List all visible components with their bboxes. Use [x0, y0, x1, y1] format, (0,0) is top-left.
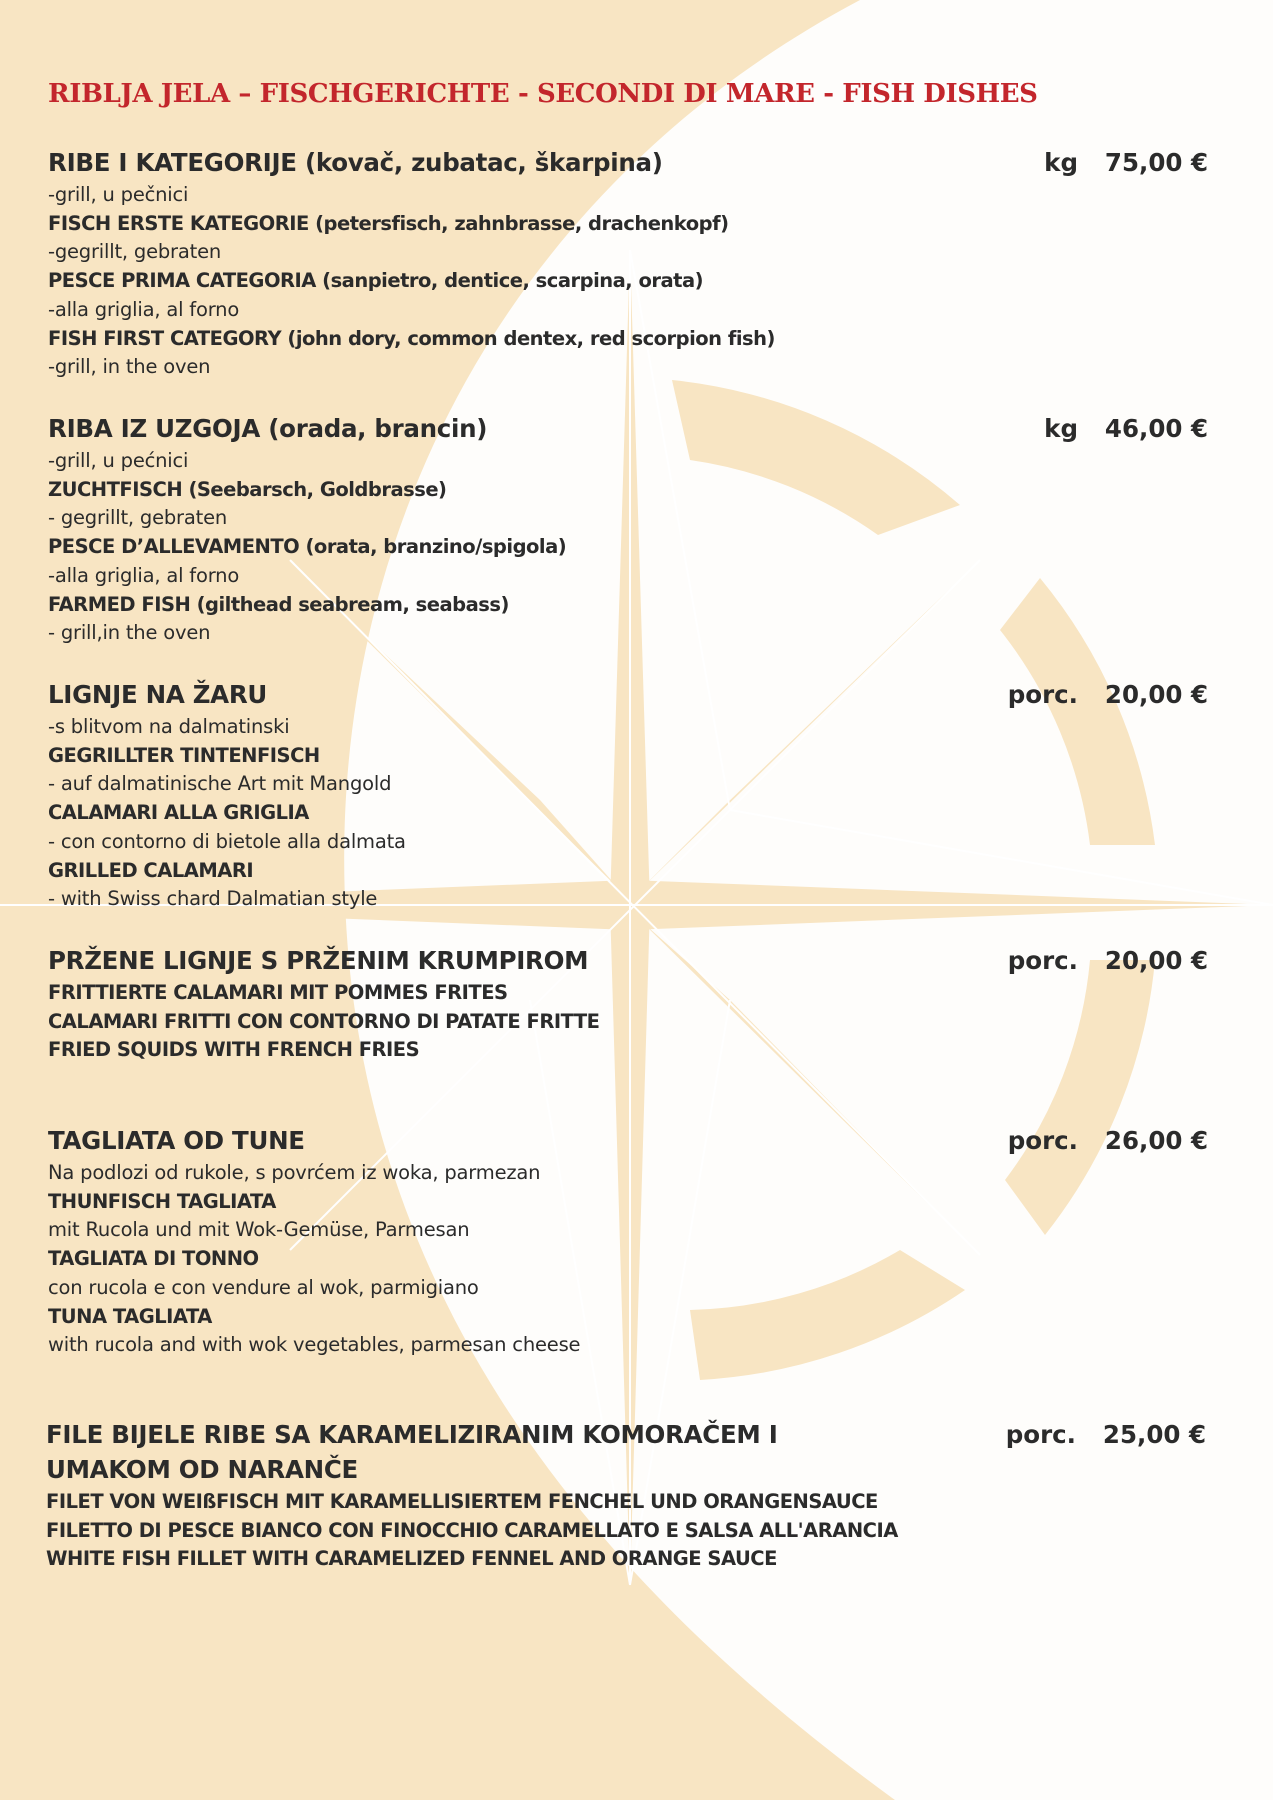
dish-unit: porc.	[1007, 1126, 1078, 1155]
dish-title: PRŽENE LIGNJE S PRŽENIM KRUMPIROM	[48, 946, 589, 975]
dish-description-line: - auf dalmatinische Art mit Mangold	[48, 772, 392, 796]
menu-section-heading: RIBLJA JELA – FISCHGERICHTE - SECONDI DI MARE - FISH DISHES	[48, 79, 1038, 109]
dish-unit: kg	[1044, 414, 1078, 443]
dish-description-line: - with Swiss chard Dalmatian style	[48, 887, 378, 911]
dish-title: TAGLIATA OD TUNE	[48, 1126, 305, 1155]
dish-description-line: -grill, u pečnici	[48, 183, 189, 206]
dish-translation-line: FILETTO DI PESCE BIANCO CON FINOCCHIO CARAMELLATO E SALSA ALL'ARANCIA	[46, 1518, 898, 1542]
dish-translation-line: FISCH ERSTE KATEGORIE (petersfisch, zahnbrasse, drachenkopf)	[48, 211, 729, 235]
dish-price: 20,00 €	[1104, 680, 1208, 709]
dish-translation-line: FRITTIERTE CALAMARI MIT POMMES FRITES	[48, 981, 508, 1004]
dish-description	[48, 447, 1208, 648]
dish-description-line: -grill, in the oven	[48, 355, 211, 379]
dish-translation-line: FILET VON WEIßFISCH MIT KARAMELLISIERTEM FENCHEL UND ORANGENSAUCE	[46, 1490, 878, 1513]
dish-translation-line: TAGLIATA DI TONNO	[48, 1247, 259, 1271]
dish-translation-line: PESCE PRIMA CATEGORIA (sanpietro, dentice, scarpina, orata)	[48, 269, 704, 293]
dish-description	[48, 1159, 1208, 1360]
dish-unit: kg	[1044, 148, 1078, 177]
dish-item	[48, 677, 1208, 914]
dish-description-line: -grill, u pećnici	[48, 449, 189, 472]
dish-description-line: - grill,in the oven	[48, 621, 211, 645]
dish-description	[48, 181, 1208, 382]
dish-translation-line: FRIED SQUIDS WITH FRENCH FRIES	[48, 1038, 420, 1062]
dish-price: 26,00 €	[1104, 1126, 1208, 1155]
dish-price: 20,00 €	[1104, 946, 1208, 975]
dish-translation-line: ZUCHTFISCH (Seebarsch, Goldbrasse)	[48, 477, 447, 501]
dish-description-line: -gegrillt, gebraten	[48, 240, 222, 264]
dish-translation-line: TUNA TAGLIATA	[48, 1304, 212, 1328]
dish-title: LIGNJE NA ŽARU	[48, 680, 268, 709]
dish-title: FILE BIJELE RIBE SA KARAMELIZIRANIM KOMORAČEM I UMAKOM OD NARANČE	[46, 1420, 778, 1484]
dish-item	[46, 1417, 1206, 1574]
dish-unit: porc.	[1005, 1420, 1076, 1449]
dish-description	[48, 713, 1208, 914]
dish-translation-line: FARMED FISH (gilthead seabream, seabass)	[48, 592, 509, 616]
dish-translation-line: PESCE D’ALLEVAMENTO (orata, branzino/spigola)	[48, 535, 567, 559]
dish-translation-line: FISH FIRST CATEGORY (john dory, common dentex, red scorpion fish)	[48, 326, 775, 350]
dish-description	[48, 979, 1208, 1065]
dish-description-line: - gegrillt, gebraten	[48, 506, 228, 530]
dish-item	[48, 1123, 1208, 1360]
dish-description-line: -alla griglia, al forno	[48, 297, 240, 321]
dish-description	[46, 1488, 1206, 1574]
dish-translation-line: WHITE FISH FILLET WITH CARAMELIZED FENNEL AND ORANGE SAUCE	[46, 1547, 777, 1571]
dish-description-line: Na podlozi od rukole, s povrćem iz woka, parmezan	[48, 1161, 541, 1184]
dish-description-line: -alla griglia, al forno	[48, 563, 240, 587]
dish-unit: porc.	[1007, 680, 1078, 709]
dish-description-line: mit Rucola und mit Wok-Gemüse, Parmesan	[48, 1218, 470, 1242]
dish-price: 75,00 €	[1104, 148, 1208, 177]
dish-item	[48, 943, 1208, 1065]
dish-price: 25,00 €	[1102, 1420, 1206, 1449]
dish-description-line: with rucola and with wok vegetables, parmesan cheese	[48, 1333, 581, 1357]
dish-translation-line: THUNFISCH TAGLIATA	[48, 1189, 276, 1213]
dish-translation-line: CALAMARI ALLA GRIGLIA	[48, 801, 309, 825]
dish-price: 46,00 €	[1104, 414, 1208, 443]
dish-description-line: - con contorno di bietole alla dalmata	[48, 829, 406, 853]
dish-translation-line: GRILLED CALAMARI	[48, 858, 254, 882]
dish-item	[48, 411, 1208, 648]
dish-translation-line: CALAMARI FRITTI CON CONTORNO DI PATATE FRITTE	[48, 1009, 600, 1033]
dish-title: RIBE I KATEGORIJE (kovač, zubatac, škarpina)	[48, 148, 663, 177]
dish-item	[48, 145, 1208, 382]
dish-translation-line: GEGRILLTER TINTENFISCH	[48, 743, 320, 767]
dish-unit: porc.	[1007, 946, 1078, 975]
dish-description-line: con rucola e con vendure al wok, parmigiano	[48, 1275, 479, 1299]
dish-description-line: -s blitvom na dalmatinski	[48, 715, 290, 738]
dish-title: RIBA IZ UZGOJA (orada, brancin)	[48, 414, 488, 443]
